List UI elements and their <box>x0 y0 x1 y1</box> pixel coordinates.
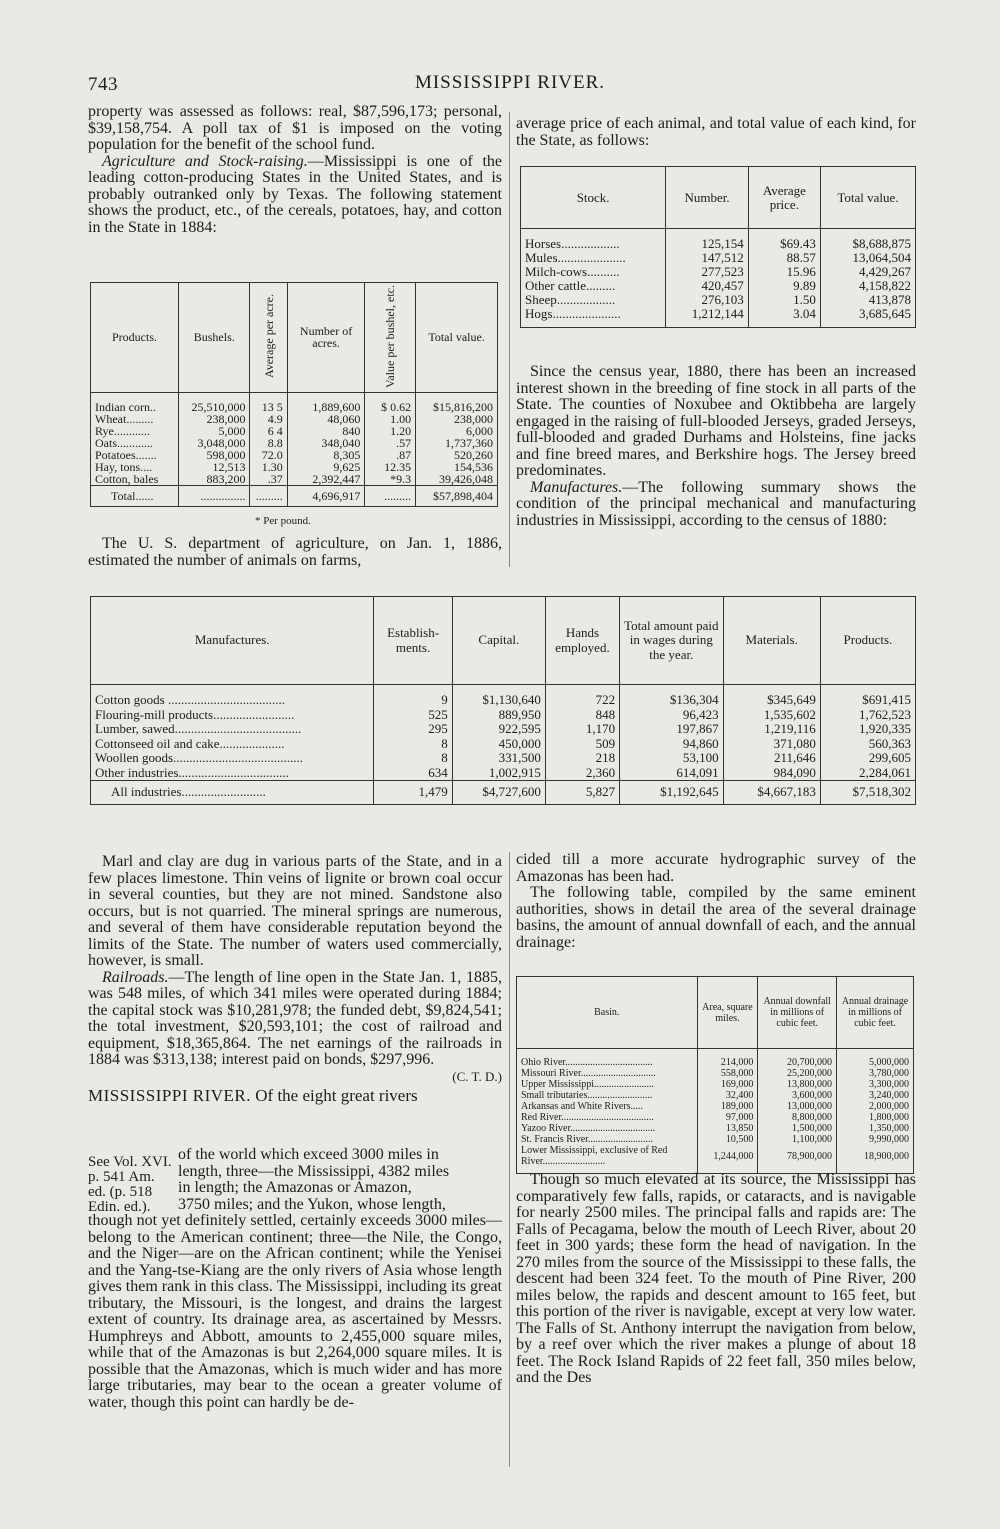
table-cell: 598,000 <box>179 449 250 461</box>
table-cell: 8,800,000 <box>758 1112 837 1123</box>
table-cell: 276,103 <box>666 293 749 307</box>
table-row <box>521 293 916 307</box>
table-row <box>517 1101 914 1112</box>
table-cell: 32,400 <box>697 1090 758 1101</box>
table-cell: .57 <box>365 437 416 449</box>
col-header: Capital. <box>452 597 545 685</box>
table-cell: 1,244,000 <box>697 1145 758 1174</box>
total-cell: ............... <box>179 485 250 506</box>
footnote: * Per pound. <box>255 515 311 527</box>
table-cell: 5,000,000 <box>837 1049 914 1069</box>
total-cell: 1,479 <box>374 781 452 805</box>
table-cell: 15.96 <box>748 265 820 279</box>
table-row <box>521 307 916 328</box>
table-row <box>91 751 916 766</box>
table-cell: 5,000 <box>179 425 250 437</box>
line: of the world which exceed 3000 miles in <box>178 1146 439 1163</box>
table-cell: 13,064,504 <box>820 251 915 265</box>
table-cell: 3,300,000 <box>837 1079 914 1090</box>
table-cell: Other cattle......... <box>521 279 666 293</box>
page-number: 743 <box>88 74 118 95</box>
table-cell: 1,920,335 <box>820 722 915 737</box>
table-cell: Other industries.................................. <box>91 766 374 781</box>
table-cell: 4,429,267 <box>820 265 915 279</box>
table-cell: 6 4 <box>250 425 287 437</box>
table-cell: 96,423 <box>620 708 724 723</box>
table-row <box>517 1112 914 1123</box>
table-cell: 1.30 <box>250 461 287 473</box>
paragraph: The following table, compiled by the same eminent authorities, shows in detail the area of the several drainage basins, the amount of annual downfall of each, and the annual drainage: <box>516 884 916 951</box>
table-cell: 331,500 <box>452 751 545 766</box>
table-cell: 889,950 <box>452 708 545 723</box>
table-cell: 48,060 <box>287 413 365 425</box>
table-cell: 1,535,602 <box>723 708 820 723</box>
table-cell: 299,605 <box>820 751 915 766</box>
total-cell: $57,898,404 <box>416 485 498 506</box>
table-cell: $15,816,200 <box>416 392 498 413</box>
table-cell: 3,240,000 <box>837 1090 914 1101</box>
table-cell: 3,600,000 <box>758 1090 837 1101</box>
table-cell: 18,900,000 <box>837 1145 914 1174</box>
total-cell: $7,518,302 <box>820 781 915 805</box>
table-cell: $1,130,640 <box>452 685 545 708</box>
paragraph: average price of each animal, and total value of each kind, for the State, as follows: <box>516 115 916 149</box>
table-cell: 88.57 <box>748 251 820 265</box>
table-cell: 13 5 <box>250 392 287 413</box>
table-row <box>517 1079 914 1090</box>
table-cell: 197,867 <box>620 722 724 737</box>
table-cell: Horses.................. <box>521 229 666 252</box>
col-header: Annual downfall in millions of cubic feet. <box>758 977 837 1049</box>
line: in length; the Amazonas or Amazon, <box>178 1179 412 1196</box>
table-cell: Cotton, bales <box>91 473 179 486</box>
right-bottom-continued <box>516 1172 916 1387</box>
table-row <box>517 1123 914 1134</box>
table-cell: Flouring-mill products......................... <box>91 708 374 723</box>
table-cell: 2,360 <box>545 766 619 781</box>
table-cell: Mules..................... <box>521 251 666 265</box>
side-lines <box>178 1147 502 1213</box>
table-cell: 4.9 <box>250 413 287 425</box>
table-row <box>517 1049 914 1069</box>
table-row <box>521 251 916 265</box>
table-row <box>91 708 916 723</box>
crops-table <box>90 282 498 507</box>
left-top-column <box>88 104 502 236</box>
table-cell: 560,363 <box>820 737 915 752</box>
table-row <box>517 1068 914 1079</box>
table-row <box>517 1090 914 1101</box>
table-cell: 53,100 <box>620 751 724 766</box>
side-note: See Vol. XVI. p. 541 Am. ed. (p. 518 Edin. ed.). <box>88 1154 172 1215</box>
table-row <box>91 473 498 486</box>
paragraph: Since the census year, 1880, there has been an increased interest shown in the breeding of fine stock in all parts of the State. The counties of Noxubee and Oktibbeha are largely engaged in the raising of full-blooded Jerseys, graded Jerseys, full-blooded and graded Durhams and Holsteins, fine jacks and fine breed mares, and Berkshire hogs. The Jersey breed predominates. <box>516 363 916 479</box>
left-bottom-continued <box>88 1213 502 1411</box>
table-cell: 840 <box>287 425 365 437</box>
right-top-continued <box>516 364 916 529</box>
table-cell: 558,000 <box>697 1068 758 1079</box>
table-cell: Sheep.................. <box>521 293 666 307</box>
article-heading-line: MISSISSIPPI RIVER. Of the eight great rivers <box>88 1086 418 1105</box>
table-cell: 8 <box>374 751 452 766</box>
table-cell: Potatoes....... <box>91 449 179 461</box>
paragraph: Agriculture and Stock-raising.—Mississippi is one of the leading cotton-producing States in the United States, and is probably outranked only by Texas. The following statement shows the product, etc., of the cereals, potatoes, hay, and cotton in the State in 1884: <box>88 152 502 236</box>
table-cell: Yazoo River.................................. <box>517 1123 698 1134</box>
total-cell: Total...... <box>91 485 179 506</box>
table-cell: 1,219,116 <box>723 722 820 737</box>
table-cell: 1,500,000 <box>758 1123 837 1134</box>
col-header: Products. <box>820 597 915 685</box>
table-row <box>91 392 498 413</box>
col-header: Materials. <box>723 597 820 685</box>
table-cell: 72.0 <box>250 449 287 461</box>
table-cell: Lumber, sawed....................................... <box>91 722 374 737</box>
table-cell: .37 <box>250 473 287 486</box>
table-cell: Hogs..................... <box>521 307 666 328</box>
column-divider-bottom <box>509 852 510 1467</box>
table-cell: 211,646 <box>723 751 820 766</box>
table-cell: *9.3 <box>365 473 416 486</box>
table-cell: 1,889,600 <box>287 392 365 413</box>
table-cell: 1.50 <box>748 293 820 307</box>
col-header: Number of acres. <box>287 283 365 393</box>
table-cell: 78,900,000 <box>758 1145 837 1174</box>
table-cell: 154,536 <box>416 461 498 473</box>
table-cell: 20,700,000 <box>758 1049 837 1069</box>
table-row <box>521 279 916 293</box>
table-cell: 1,002,915 <box>452 766 545 781</box>
table-cell: 8.8 <box>250 437 287 449</box>
table-cell: Indian corn.. <box>91 392 179 413</box>
table-cell: 520,260 <box>416 449 498 461</box>
table-cell: 1,100,000 <box>758 1134 837 1145</box>
section-head: Agriculture and Stock-raising. <box>102 152 308 170</box>
table-row <box>91 722 916 737</box>
table-cell: 25,510,000 <box>179 392 250 413</box>
col-header: Average price. <box>748 167 820 229</box>
col-header: Value per bushel, etc. <box>365 283 416 393</box>
stock-table <box>520 166 916 328</box>
table-cell: 1,762,523 <box>820 708 915 723</box>
table-cell: St. Francis River.......................... <box>517 1134 698 1145</box>
table-cell: 97,000 <box>697 1112 758 1123</box>
line: length, three—the Mississippi, 4382 miles <box>178 1162 450 1180</box>
table-cell: 1,212,144 <box>666 307 749 328</box>
table-cell: Lower Mississippi, exclusive of Red River......................... <box>517 1145 698 1174</box>
total-cell: $1,192,645 <box>620 781 724 805</box>
table-cell: 9,625 <box>287 461 365 473</box>
table-cell: 509 <box>545 737 619 752</box>
table-cell: 848 <box>545 708 619 723</box>
table-cell: 12.35 <box>365 461 416 473</box>
col-header: Average per acre. <box>250 283 287 393</box>
table-cell: $ 0.62 <box>365 392 416 413</box>
table-cell: 8 <box>374 737 452 752</box>
table-row <box>517 1134 914 1145</box>
table-cell: 13,800,000 <box>758 1079 837 1090</box>
left-bottom-column <box>88 854 502 1106</box>
table-cell: $691,415 <box>820 685 915 708</box>
table-cell: 371,080 <box>723 737 820 752</box>
running-title: MISSISSIPPI RIVER. <box>414 72 606 93</box>
table-cell: 722 <box>545 685 619 708</box>
table-cell: Wheat......... <box>91 413 179 425</box>
table-cell: 238,000 <box>179 413 250 425</box>
table-cell: Arkansas and White Rivers..... <box>517 1101 698 1112</box>
article-heading: MISSISSIPPI RIVER. <box>88 1086 251 1105</box>
table-cell: 1,800,000 <box>837 1112 914 1123</box>
col-header: Bushels. <box>179 283 250 393</box>
paragraph: though not yet definitely settled, certainly exceeds 3000 miles—belong to the American continent; three—the Nile, the Congo, and the Niger—are on the African continent; while the Yenisei and the Yang-tse-Kiang are the only rivers of Asia whose length gives them rank in this class. The Mississippi, including its great tributary, the Missouri, is the longest, and drains the largest extent of country. Its drainage area, as ascertained by Messrs. Humphreys and Abbott, amounts to 2,455,000 square miles, while that of the Amazonas is but 2,264,000 square miles. It is possible that the Amazonas, which is much wider and has more large tributaries, may bear to the ocean a greater volume of water, though this point can hardly be de- <box>88 1212 502 1411</box>
table-cell: 10,500 <box>697 1134 758 1145</box>
right-bottom-column <box>516 852 916 951</box>
total-cell: All industries.......................... <box>91 781 374 805</box>
total-row <box>91 485 498 506</box>
table-cell: Cottonseed oil and cake.................... <box>91 737 374 752</box>
table-cell: 2,392,447 <box>287 473 365 486</box>
table-row <box>91 737 916 752</box>
col-header: Total amount paid in wages during the year. <box>620 597 724 685</box>
table-cell: 420,457 <box>666 279 749 293</box>
col-header: Total value. <box>416 283 498 393</box>
table-cell: Cotton goods .................................... <box>91 685 374 708</box>
table-cell: Milch-cows.......... <box>521 265 666 279</box>
table-cell: 525 <box>374 708 452 723</box>
table-cell: 147,512 <box>666 251 749 265</box>
total-row <box>91 781 916 805</box>
manufactures-table <box>90 596 916 805</box>
table-cell: 12,513 <box>179 461 250 473</box>
col-header: Area, square miles. <box>697 977 758 1049</box>
total-cell: 4,696,917 <box>287 485 365 506</box>
table-cell: 3.04 <box>748 307 820 328</box>
table-cell: 3,685,645 <box>820 307 915 328</box>
table-cell: 189,000 <box>697 1101 758 1112</box>
table-cell: 614,091 <box>620 766 724 781</box>
table-cell: 169,000 <box>697 1079 758 1090</box>
paragraph: Railroads.—The length of line open in the State Jan. 1, 1885, was 548 miles, of which 341 miles were operated during 1884; the capital stock was $10,281,978; the funded debt, $9,824,541; the total investment, $20,593,101; the cost of railroad and equipment, $18,365,864. The net earnings of the railroads in 1884 was $313,138; interest paid on bonds, $297,996. <box>88 968 502 1068</box>
table-cell: 984,090 <box>723 766 820 781</box>
table-cell: 9.89 <box>748 279 820 293</box>
table-cell: 413,878 <box>820 293 915 307</box>
table-row <box>91 413 498 425</box>
table-cell: Red River..................................... <box>517 1112 698 1123</box>
left-top-continued <box>88 536 502 569</box>
table-cell: 238,000 <box>416 413 498 425</box>
table-cell: 218 <box>545 751 619 766</box>
paragraph: Though so much elevated at its source, the Mississippi has comparatively few falls, rapids, or cataracts, and is navigable for nearly 2500 miles. The principal falls and rapids are: The Falls of Pecagama, below the mouth of Leech River, about 20 feet in 300 yards; these form the head of navigation. In the 270 miles from the source of the Mississippi to these falls, the descent had been 324 feet. To the mouth of Pine River, 200 miles below, the rapids and descent amount to 165 feet, but this portion of the river is navigable, except at very low water. The Falls of St. Anthony interrupt the navigation from below, by a reef over which the river makes a plunge of about 18 feet. The Rock Island Rapids of 22 feet fall, 350 miles below, and the Des <box>516 1171 916 1386</box>
table-cell: 125,154 <box>666 229 749 252</box>
table-cell: 2,284,061 <box>820 766 915 781</box>
paragraph: cided till a more accurate hydrographic survey of the Amazonas has been had. <box>516 851 916 885</box>
table-cell: 39,426,048 <box>416 473 498 486</box>
table-cell: 13,850 <box>697 1123 758 1134</box>
table-cell: Ohio River................................... <box>517 1049 698 1069</box>
table-cell: 214,000 <box>697 1049 758 1069</box>
table-cell: 1.20 <box>365 425 416 437</box>
total-cell: $4,727,600 <box>452 781 545 805</box>
table-cell: 922,595 <box>452 722 545 737</box>
table-cell: Rye............ <box>91 425 179 437</box>
table-cell: Oats............ <box>91 437 179 449</box>
table-cell: 25,200,000 <box>758 1068 837 1079</box>
table-cell: 2,000,000 <box>837 1101 914 1112</box>
paragraph: The U. S. department of agriculture, on Jan. 1, 1886, estimated the number of animals on farms, <box>88 535 502 569</box>
table-cell: Small tributaries.......................... <box>517 1090 698 1101</box>
table-cell: 634 <box>374 766 452 781</box>
table-cell: 3,780,000 <box>837 1068 914 1079</box>
col-header: Hands employed. <box>545 597 619 685</box>
table-cell: 8,305 <box>287 449 365 461</box>
table-cell: 94,860 <box>620 737 724 752</box>
total-cell: 5,827 <box>545 781 619 805</box>
paragraph: Marl and clay are dug in various parts of the State, and in a few places limestone. Thin veins of lignite or brown coal occur in several counties, but they are not mined. Sandstone also occurs, but is not quarried. The mineral springs are numerous, and several of them have considerable reputation beyond the limits of the State. The number of waters used commercially, however, is small. <box>88 853 502 969</box>
table-cell: 883,200 <box>179 473 250 486</box>
table-cell: $8,688,875 <box>820 229 915 252</box>
right-top-column <box>516 116 916 149</box>
table-cell: 9 <box>374 685 452 708</box>
col-header: Annual drainage in millions of cubic feet. <box>837 977 914 1049</box>
table-cell: 1,737,360 <box>416 437 498 449</box>
table-cell: 4,158,822 <box>820 279 915 293</box>
table-row <box>521 229 916 252</box>
col-header: Number. <box>666 167 749 229</box>
table-cell: .87 <box>365 449 416 461</box>
table-cell: 3,048,000 <box>179 437 250 449</box>
paragraph: property was assessed as follows: real, $87,596,173; personal, $39,158,754. A poll tax of $1 is imposed on the voting population for the benefit of the school fund. <box>88 103 502 153</box>
table-row <box>517 1145 914 1174</box>
total-cell: ......... <box>250 485 287 506</box>
col-header: Manufactures. <box>91 597 374 685</box>
table-cell: 6,000 <box>416 425 498 437</box>
table-cell: 450,000 <box>452 737 545 752</box>
table-cell: Missouri River.............................. <box>517 1068 698 1079</box>
table-cell: $136,304 <box>620 685 724 708</box>
table-cell: 295 <box>374 722 452 737</box>
table-cell: 13,000,000 <box>758 1101 837 1112</box>
table-row <box>91 685 916 708</box>
paragraph: Manufactures.—The following summary shows the condition of the principal mechanical and manufacturing industries in Mississippi, according to the census of 1880: <box>516 478 916 529</box>
table-cell: 277,523 <box>666 265 749 279</box>
table-cell: Upper Mississippi........................ <box>517 1079 698 1090</box>
signature: (C. T. D.) <box>452 1068 502 1084</box>
table-cell: Hay, tons.... <box>91 461 179 473</box>
table-cell: 1,350,000 <box>837 1123 914 1134</box>
table-cell: 1.00 <box>365 413 416 425</box>
line: 3750 miles; and the Yukon, whose length, <box>178 1195 446 1213</box>
table-cell: 348,040 <box>287 437 365 449</box>
col-header: Basin. <box>517 977 698 1049</box>
total-cell: $4,667,183 <box>723 781 820 805</box>
table-cell: 1,170 <box>545 722 619 737</box>
col-header: Establish-ments. <box>374 597 452 685</box>
col-header: Stock. <box>521 167 666 229</box>
table-cell: Woollen goods........................................ <box>91 751 374 766</box>
table-cell: 9,990,000 <box>837 1134 914 1145</box>
section-head: Railroads. <box>102 968 169 986</box>
col-header: Products. <box>91 283 179 393</box>
table-cell: $345,649 <box>723 685 820 708</box>
basin-table <box>516 976 914 1174</box>
table-cell: $69.43 <box>748 229 820 252</box>
col-header: Total value. <box>820 167 915 229</box>
column-divider-top <box>509 112 510 567</box>
table-row <box>521 265 916 279</box>
section-head: Manufactures. <box>530 478 623 496</box>
table-row <box>91 766 916 781</box>
total-cell: ......... <box>365 485 416 506</box>
